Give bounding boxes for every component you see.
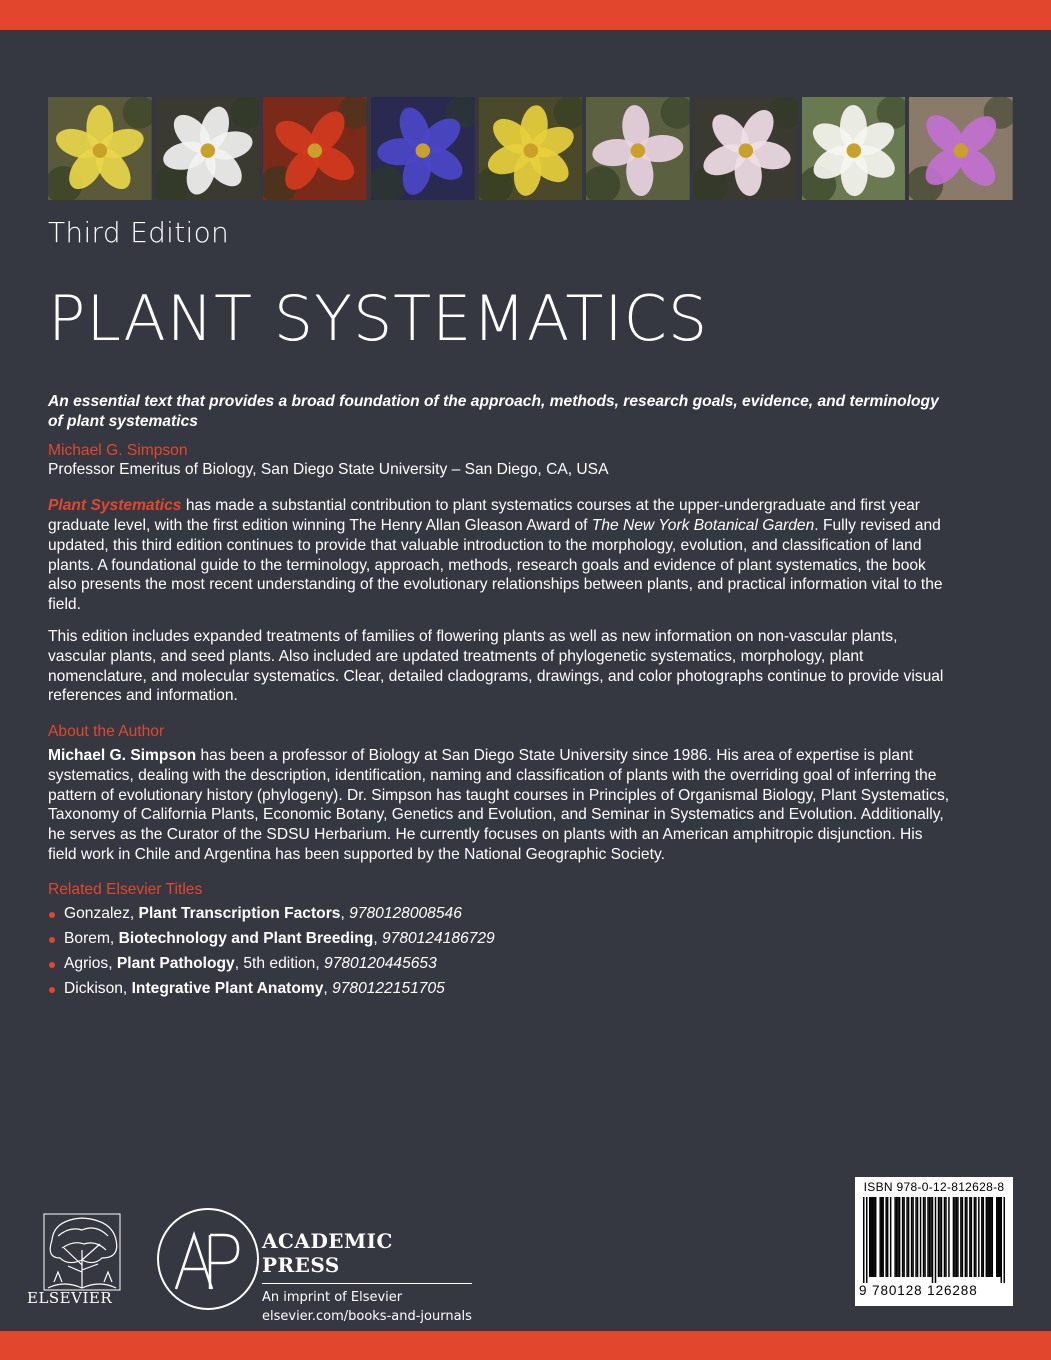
description-book-title: Plant Systematics bbox=[48, 497, 182, 515]
barcode-bar bbox=[870, 1197, 871, 1277]
related-isbn: 9780128008546 bbox=[349, 904, 462, 922]
barcode-bar bbox=[879, 1197, 880, 1277]
barcode-bar bbox=[908, 1197, 909, 1277]
barcode-bar bbox=[912, 1197, 913, 1277]
barcode-number: 9 780128 126288 bbox=[859, 1283, 978, 1298]
author-name: Michael G. Simpson bbox=[48, 441, 188, 459]
description-text: has made a substantial contribution to plant systematics courses at the upper-undergraduate and first year graduate level, with the first edition winning The Henry Allan Gleason Award of bbox=[48, 497, 921, 534]
barcode-bar bbox=[989, 1197, 990, 1277]
related-extra: , bbox=[323, 979, 333, 997]
barcode-bar bbox=[1001, 1197, 1002, 1283]
barcode-bar bbox=[954, 1197, 955, 1277]
flower-photo-purple-flower bbox=[909, 97, 1013, 200]
flower-photo-pink-cluster bbox=[586, 97, 690, 200]
related-author: Borem, bbox=[64, 929, 119, 947]
related-isbn: 9780120445653 bbox=[324, 954, 437, 972]
related-title: Plant Pathology bbox=[116, 954, 235, 972]
barcode-bar bbox=[885, 1197, 886, 1277]
barcode-bar bbox=[906, 1197, 907, 1277]
isbn-label: ISBN 978-0-12-812628-8 bbox=[863, 1180, 1005, 1194]
garden-name: The New York Botanical Garden bbox=[591, 516, 815, 534]
flower-photo-yellow-columbine bbox=[479, 97, 583, 200]
description-text-cont: . Fully revised and updated, this third edition continues to provide that valuable introduction to the morphology, evolution, and classification of land plants. A foundational guide to the terminology, approach, methods, research goals and evidence of plant systematics, the book also presents the most recent understanding of the evolutionary relationships between plants, and practical information vital to the field. bbox=[48, 516, 943, 614]
tagline: An essential text that provides a broad foundation of the approach, methods, research goals, evidence, and terminology of plant systematics bbox=[48, 393, 939, 430]
barcode-bar bbox=[882, 1197, 883, 1277]
related-title-item bbox=[48, 929, 953, 949]
barcode-bar bbox=[981, 1197, 982, 1277]
barcode-bar bbox=[990, 1197, 991, 1277]
barcode-bar bbox=[866, 1197, 867, 1283]
related-isbn: 9780124186729 bbox=[381, 929, 495, 947]
barcode-bar bbox=[960, 1197, 961, 1277]
barcode-bar bbox=[894, 1197, 895, 1277]
back-cover-text bbox=[48, 392, 953, 1004]
flower-photo-white-star bbox=[802, 97, 906, 200]
bio-text: has been a professor of Biology at San Diego State University since 1986. His area of expertise is plant systematics, dealing with the description, identification, naming and classification of plants with the overriding goal of inferring the pattern of evolutionary history (phylogeny). Dr. Simpson has taught courses in Principles of Organismal Biology, Plant Systematics, Taxonomy of California Plants, Economic Botany, Genetics and Evolution, and Seminar in Systematics and Evolution. Additionally, he serves as the Curator of the SDSU Herbarium. He currently focuses on plants with an American amphitropic disjunction. His field work in Chile and Argentina has been supported by the National Geographic Society. bbox=[48, 746, 950, 863]
author-affiliation: Professor Emeritus of Biology, San Diego State University – San Diego, CA, USA bbox=[48, 461, 609, 479]
barcode-bar bbox=[956, 1197, 957, 1277]
related-title: Plant Transcription Factors bbox=[138, 904, 341, 922]
barcode-bar bbox=[881, 1197, 882, 1277]
barcode-bar bbox=[948, 1197, 949, 1277]
author-bio bbox=[48, 746, 953, 865]
flower-photo-white-flowers bbox=[156, 97, 260, 200]
barcode-bar bbox=[873, 1197, 874, 1277]
barcode-bar bbox=[872, 1197, 873, 1277]
barcode-bar bbox=[944, 1197, 945, 1277]
barcode-bar bbox=[938, 1197, 939, 1277]
barcode-bar bbox=[983, 1197, 984, 1277]
barcode-bar bbox=[986, 1197, 987, 1277]
related-title-item bbox=[48, 954, 953, 974]
barcode-bar bbox=[924, 1197, 925, 1277]
barcode-bar bbox=[869, 1197, 870, 1277]
barcode-bar bbox=[911, 1197, 912, 1277]
barcode-bar bbox=[966, 1197, 967, 1277]
related-extra: , 5th edition, bbox=[234, 954, 325, 972]
related-title: Integrative Plant Anatomy bbox=[131, 979, 324, 997]
barcode-bar bbox=[978, 1197, 979, 1277]
flower-photo-small-white-pink bbox=[694, 97, 798, 200]
barcode-bar bbox=[975, 1197, 976, 1277]
book-title: PLANT SYSTEMATICS bbox=[48, 282, 709, 355]
edition-label: Third Edition bbox=[48, 216, 230, 249]
about-author-heading: About the Author bbox=[48, 723, 165, 741]
barcode-bar bbox=[923, 1197, 924, 1277]
barcode-bar bbox=[965, 1197, 966, 1277]
flower-photo-strip bbox=[48, 97, 1013, 200]
barcode-bar bbox=[941, 1197, 942, 1277]
barcode-bar bbox=[920, 1197, 921, 1277]
flower-photo-blue-flowers bbox=[371, 97, 475, 200]
academic-press-block bbox=[262, 1229, 472, 1324]
barcode-bar bbox=[957, 1197, 958, 1277]
barcode-bar bbox=[953, 1197, 954, 1277]
related-author: Dickison, bbox=[64, 979, 132, 997]
related-author: Agrios, bbox=[64, 954, 117, 972]
elsevier-wordmark: ELSEVIER bbox=[27, 1289, 113, 1307]
barcode-bar bbox=[998, 1197, 999, 1277]
description-paragraph-1 bbox=[48, 496, 953, 615]
barcode-bar bbox=[962, 1197, 963, 1277]
barcode-bar bbox=[875, 1197, 876, 1277]
related-titles-list bbox=[48, 904, 953, 999]
academic-press-ap-logo bbox=[154, 1205, 262, 1313]
barcode-bar bbox=[945, 1197, 946, 1277]
barcode-bar bbox=[929, 1197, 930, 1277]
barcode-bar bbox=[896, 1197, 897, 1277]
bio-author-name: Michael G. Simpson bbox=[48, 746, 197, 764]
barcode-bar bbox=[903, 1197, 904, 1277]
barcode-bar bbox=[902, 1197, 903, 1277]
barcode-bar bbox=[999, 1197, 1000, 1277]
flower-photo-red-paintbrush bbox=[263, 97, 367, 200]
barcode-bar bbox=[992, 1197, 993, 1277]
related-title-item bbox=[48, 979, 953, 999]
related-title: Biotechnology and Plant Breeding bbox=[118, 929, 374, 947]
barcode-bar bbox=[863, 1197, 864, 1283]
top-accent-stripe bbox=[0, 0, 1051, 30]
related-extra: , bbox=[373, 929, 382, 947]
barcode-bar bbox=[915, 1197, 916, 1277]
barcode-bar bbox=[927, 1197, 928, 1277]
barcode-bar bbox=[974, 1197, 975, 1277]
barcode-bar bbox=[971, 1197, 972, 1277]
barcode-bar bbox=[899, 1197, 900, 1277]
academic-press-name: ACADEMIC PRESS bbox=[262, 1229, 472, 1284]
barcode-bar bbox=[996, 1197, 997, 1277]
barcode-bar bbox=[917, 1197, 918, 1277]
related-titles-heading: Related Elsevier Titles bbox=[48, 880, 203, 898]
barcode-bar bbox=[930, 1197, 931, 1277]
description-paragraph-2: This edition includes expanded treatments of families of flowering plants as well as new information on non-vascular plants, vascular plants, and seed plants. Also included are updated treatments of phylogenetic systematics, morphology, plant nomenclature, and molecular systematics. Clear, detailed cladograms, drawings, and color photographs continue to provide visual references and information. bbox=[48, 627, 944, 705]
related-author: Gonzalez, bbox=[64, 904, 139, 922]
barcode-bars bbox=[863, 1197, 1005, 1283]
flower-photo-yellow-flower bbox=[48, 97, 152, 200]
imprint-note: An imprint of Elsevier bbox=[262, 1290, 403, 1305]
barcode-bar bbox=[939, 1197, 940, 1277]
barcode-bar bbox=[932, 1197, 933, 1283]
isbn-barcode bbox=[855, 1177, 1013, 1306]
related-extra: , bbox=[340, 904, 350, 922]
barcode-bar bbox=[887, 1197, 888, 1277]
barcode-bar bbox=[935, 1197, 936, 1283]
barcode-bar bbox=[987, 1197, 988, 1277]
barcode-bar bbox=[969, 1197, 970, 1277]
related-title-item bbox=[48, 904, 953, 924]
barcode-bar bbox=[890, 1197, 891, 1277]
related-isbn: 9780122151705 bbox=[332, 979, 445, 997]
bottom-accent-stripe bbox=[0, 1331, 1051, 1360]
barcode-bar bbox=[1004, 1197, 1005, 1283]
publisher-url: elsevier.com/books-and-journals bbox=[262, 1309, 472, 1324]
barcode-bar bbox=[897, 1197, 898, 1277]
